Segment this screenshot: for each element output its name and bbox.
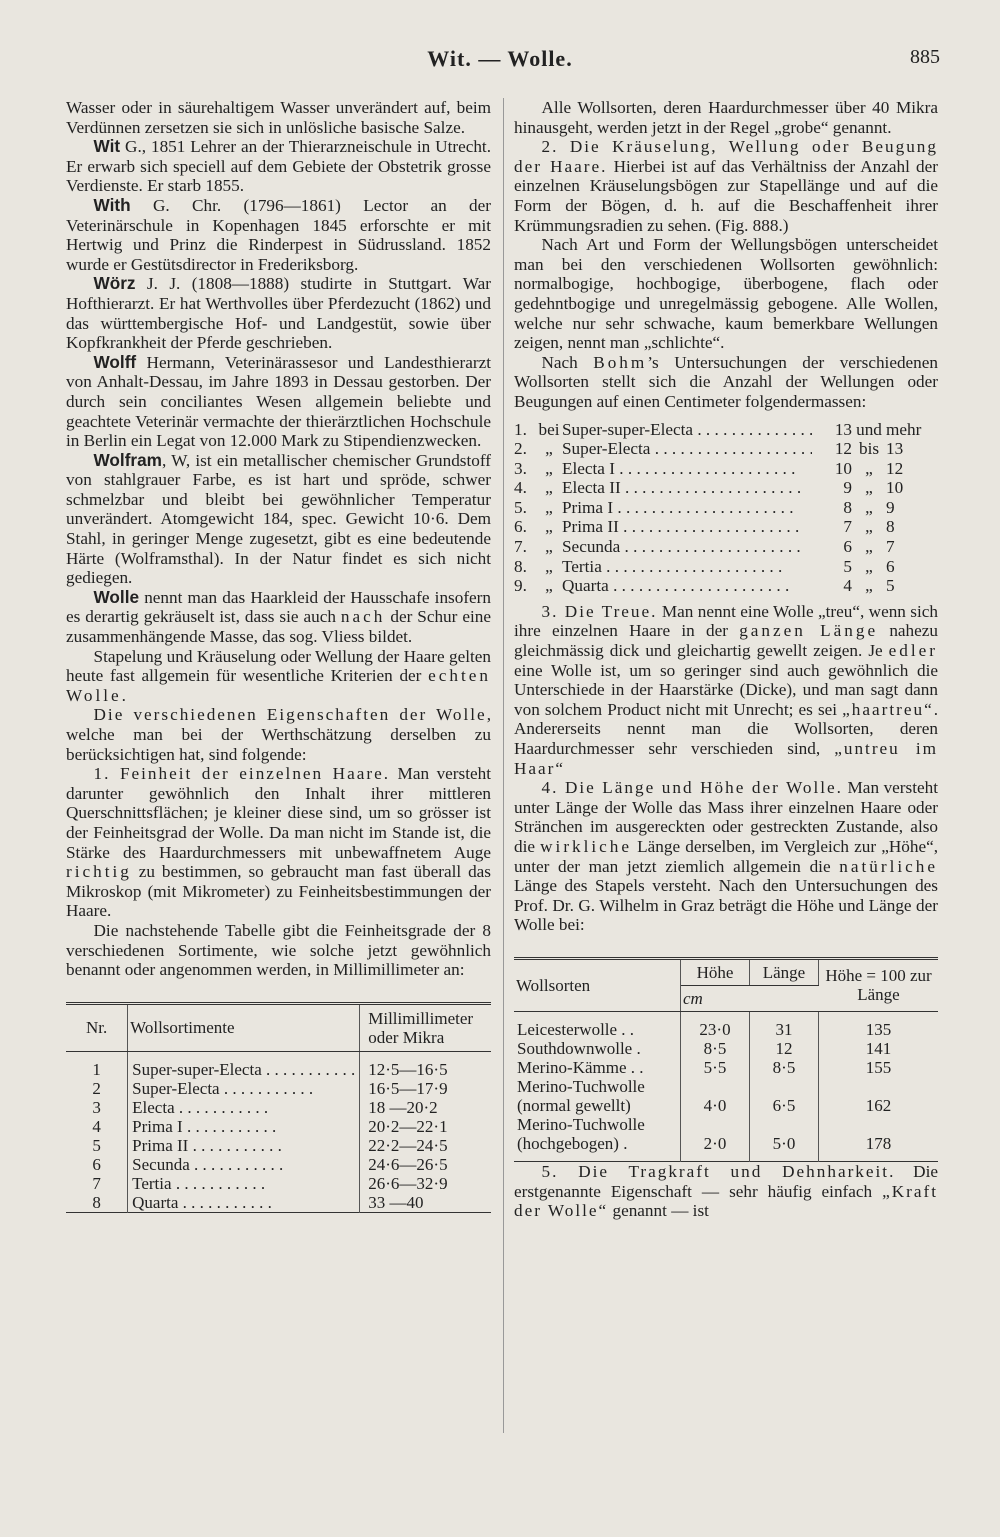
cell-laenge: 8·5 [750, 1058, 819, 1077]
cell-wollsorte: Southdownwolle . [514, 1039, 681, 1058]
emphasis: Die verschiedenen Eigenschaften der Wolle [93, 705, 487, 725]
paragraph: Wasser oder in säurehaltigem Wasser unverändert auf, beim Verdünnen zersetzen sie sich in unlösliche basische Salze. [66, 98, 491, 137]
cell-ratio: 162 [865, 1095, 892, 1115]
cell-wollsorte: Merino-Kämme . . [514, 1058, 681, 1077]
item-to: 8 [886, 517, 895, 537]
table-row [66, 1117, 491, 1136]
cell-hoehe: 23·0 [681, 1020, 750, 1039]
table-row [514, 1115, 938, 1153]
item-sep: „ [865, 478, 873, 498]
table-header-row [514, 958, 938, 985]
table-row [66, 1098, 491, 1117]
item-from: 7 [843, 517, 852, 537]
item-prefix: bei [538, 419, 560, 439]
fineness-table [66, 1002, 491, 1213]
table-spacer [66, 1051, 491, 1060]
list-item [514, 459, 938, 479]
cell-mikra: 12·5—16·5 [368, 1059, 448, 1079]
emphasis: „Kraft der Wolle“ [514, 1181, 938, 1221]
item-to: mehr [886, 419, 922, 439]
item-name: Tertia . . . [562, 557, 812, 577]
cell-hoehe: 4·0 [681, 1077, 750, 1115]
item-prefix: „ [545, 439, 553, 459]
item-number: 6. [514, 517, 527, 537]
item-sep: „ [865, 556, 873, 576]
item-sep: „ [865, 497, 873, 517]
text: Nach [541, 352, 594, 372]
cell-laenge: 12 [750, 1039, 819, 1058]
cell-wollsorte: Merino-Tuchwolle (hochgebogen) . [514, 1115, 681, 1153]
item-from: 13 [834, 419, 852, 439]
entry-wit [66, 137, 491, 196]
item-sep: „ [865, 517, 873, 537]
item-prefix: „ [545, 556, 553, 576]
item-from: 8 [843, 497, 852, 517]
table-spacer [514, 1011, 938, 1020]
text: Die erstgenannte Eigenschaft — sehr häufig einfach [514, 1161, 938, 1201]
emphasis: nach [340, 607, 386, 627]
cell-sortiment: Prima II . . . [128, 1136, 360, 1155]
paragraph: Nach Art und Form der Wellungsbögen unterscheidet man bei den verschiedenen Wollsorten gewöhnlich: normalbogige, hochbogige, überbogene, flach oder gedehntbogige und unregelmässig gebogene. Alle Wollen, welche nur sehr schwache, kaum bemerkbare Wellungen zeigen, nennt man „schlichte“. [514, 235, 938, 353]
cell-wollsorte: Merino-Tuchwolle (normal gewellt) [514, 1077, 681, 1115]
item-to: 6 [886, 556, 895, 576]
paragraph [66, 764, 491, 921]
item-number: 5. [514, 497, 527, 517]
list-item [514, 478, 938, 498]
text: . [121, 685, 126, 705]
text: nahezu gleichmässig dick und gleichartig gewellt zeigen. Je [514, 621, 939, 661]
cell-ratio: 135 [865, 1019, 892, 1039]
entry-text: J. J. (1808—1888) studirte in Stuttgart. War Hofthierarzt. Er hat Werthvolles über Pferdezucht (1862) und das württembergische Hof- und Landgestüt, sowie über Kopfkrankheit der Pferde geschrieben. [66, 274, 491, 353]
entry-keyword: Wolff [93, 351, 137, 372]
item-number: 8. [514, 556, 527, 576]
list-item [514, 420, 938, 440]
entry-text: Hermann, Veterinärassesor und Landesthierarzt von Anhalt-Dessau, im Jahre 1893 in Dessau gestorben. Der durch sein conciliantes Wesen allgemein beliebte und geachtete Veterinär vermachte der thierärztlichen Hochschule in Berlin ein Legat von 12.000 Mark zu Stipendienzwecken. [66, 352, 491, 451]
cell-hoehe: 2·0 [681, 1115, 750, 1153]
wave-count-list [514, 420, 938, 596]
item-prefix: „ [545, 576, 553, 596]
item-sep: und [856, 419, 882, 439]
item-prefix: „ [545, 517, 553, 537]
text: Länge derselben, im Vergleich zur „Höhe“, unter der man jetzt ziemlich allgemein die [514, 836, 938, 876]
table-row [514, 1058, 938, 1077]
item-prefix: „ [545, 497, 553, 517]
item-to: 7 [886, 537, 895, 557]
list-item [514, 498, 938, 518]
cell-mikra: 20·2—22·1 [368, 1116, 448, 1136]
entry-text: der Schur eine zusammenhängende Masse, das sog. Vliess bildet. [66, 607, 491, 647]
page-number: 885 [910, 46, 940, 68]
section-heading: 3. Die Treue. [541, 601, 658, 621]
column-header-hoehe: Höhe [681, 958, 750, 985]
text: Stapelung und Kräuselung oder Wellung der Haare gelten heute fast allgemein für wesentliche Kriterien der [66, 646, 491, 686]
item-number: 7. [514, 537, 527, 557]
cell-sortiment: Super-super-Electa . . . [128, 1060, 360, 1079]
section-heading: 1. Feinheit der einzelnen Haare. [93, 764, 390, 784]
text: zu bestimmen, so gebraucht man fast überall das Mikroskop (mit Mikrometer) zu Feinheitsbestimmungen der Haare. [66, 862, 491, 921]
item-name: Secunda . . . [562, 537, 812, 557]
item-prefix: „ [545, 458, 553, 478]
cell-sortiment: Tertia . . . [128, 1174, 360, 1193]
cell-sortiment: Secunda . . . [128, 1155, 360, 1174]
emphasis: edler [888, 641, 938, 661]
cell-laenge: 31 [750, 1020, 819, 1039]
emphasis: natürliche [839, 856, 938, 876]
cell-wollsorte: Leicesterwolle . . [514, 1020, 681, 1039]
section-heading: 4. Die Länge und Höhe der Wolle. [541, 778, 843, 798]
emphasis: echten Wolle [66, 666, 491, 705]
item-prefix: „ [545, 478, 553, 498]
item-name: Electa I . . . [562, 459, 812, 479]
item-from: 4 [843, 576, 852, 596]
cell-mikra: 24·6—26·5 [368, 1154, 448, 1174]
column-header-sortiment: Wollsortimente [128, 1003, 360, 1051]
text: , welche man bei der Werthschätzung derselben zu berücksichtigen hat, sind folgende: [66, 705, 491, 764]
entry-text: , W, ist ein metallischer chemischer Grundstoff von stahlgrauer Farbe, es ist hart und spröde, schwer schmelzbar und bleibt bei gewöhnlicher Temperatur unverändert. Atomgewicht 184, spec. Gewicht 10·6. Dem Stahl, in geringer Menge zugesetzt, gibt es eine bedeutende Härte (Wolframsthal). In der Natur findet es sich nicht gediegen. [66, 450, 491, 588]
author-name: Bohm [593, 352, 648, 372]
text: eine Wolle ist, um so geringer sind auch gewöhnlich die Unterschiede in der Haarstärke (Dicke), und man sagt dann von solchem Product nicht mit Unrecht; es sei [514, 660, 938, 719]
item-name: Prima I . . . [562, 498, 812, 518]
left-column [66, 98, 491, 1213]
emphasis: wirkliche [540, 836, 633, 856]
cell-nr: 8 [66, 1193, 128, 1213]
section-heading: 5. Die Tragkraft und Dehnharkeit. [541, 1161, 896, 1181]
entry-text: G. Chr. (1796—1861) Lector an der Veterinärschule in Kopenhagen 1845 erforschte er mit Hertwig und Prinz die Rinderpest in Südrussland. 1852 wurde er Gestütsdirector in Frederiksborg. [66, 195, 491, 274]
item-from: 12 [834, 439, 852, 459]
item-number: 2. [514, 439, 527, 459]
item-name: Quarta . . . [562, 576, 812, 596]
paragraph: Alle Wollsorten, deren Haardurchmesser über 40 Mikra hinausgeht, werden jetzt in der Regel „grobe“ genannt. [514, 98, 938, 137]
entry-with [66, 196, 491, 274]
item-to: 13 [886, 439, 904, 459]
paragraph [514, 778, 938, 935]
list-item [514, 517, 938, 537]
cell-nr: 2 [66, 1079, 128, 1098]
paragraph [514, 602, 938, 778]
item-name: Electa II . . . [562, 478, 812, 498]
paragraph [514, 137, 938, 235]
running-header: Wit. — Wolle. [427, 46, 573, 71]
item-sep: „ [865, 537, 873, 557]
table-row [66, 1060, 491, 1079]
text: Hierbei ist auf das Verhältniss der Anzahl der einzelnen Kräuselungsbögen zur Stapellänge und auf die Form der Bögen, d. h. auf die Beschaffenheit ihrer Krümmungsradien zu sehen. (Fig. 888.) [514, 156, 939, 235]
entry-text: nennt man das Haarkleid der Hausschafe insofern es derartig gekräuselt ist, dass sie auch [66, 587, 491, 627]
list-item [514, 557, 938, 577]
entry-wolff [66, 353, 491, 451]
list-item [514, 576, 938, 596]
item-number: 4. [514, 478, 527, 498]
column-header-mikra: Millimillimeter oder Mikra [360, 1003, 491, 1051]
entry-wolfram [66, 451, 491, 588]
item-from: 5 [843, 556, 852, 576]
emphasis: „haartreu“ [842, 699, 934, 719]
cell-nr: 1 [66, 1060, 128, 1079]
item-from: 6 [843, 537, 852, 557]
text: Länge des Stapels versteht. Nach den Untersuchungen des Prof. Dr. G. Wilhelm in Graz beträgt die Höhe und Länge der Wolle bei: [514, 876, 938, 935]
item-to: 5 [886, 576, 895, 596]
entry-text: G., 1851 Lehrer an der Thierarzneischule in Utrecht. Er erwarb sich speciell auf dem Gebiete der Obstetrik grosse Verdienste. Er starb 1855. [66, 137, 491, 196]
table-row [514, 1077, 938, 1115]
emphasis: richtig [66, 862, 132, 882]
right-column [514, 98, 938, 1221]
item-number: 9. [514, 576, 527, 596]
column-header-nr: Nr. [66, 1003, 128, 1051]
entry-keyword: With [93, 194, 131, 215]
item-from: 10 [834, 458, 852, 478]
item-name: Prima II . . . [562, 517, 812, 537]
text: Man versteht unter Länge der Wolle das Mass ihrer einzelnen Haare oder Stränchen im ausgereckten oder gestreckten Zustande, also die [514, 778, 938, 856]
table-row [66, 1136, 491, 1155]
length-height-table [514, 957, 938, 1162]
text: Man versteht darunter gewöhnlich den Inhalt ihrer mittleren Querschnittsflächen; je kleiner diese sind, um so grösser ist der Feinheitsgrad der Wolle. Da man nicht im Stande ist, die Stärke des Haardurchmessers mit unbewaffnetem Auge [66, 764, 491, 862]
item-sep: „ [865, 458, 873, 478]
cell-sortiment: Prima I . . . [128, 1117, 360, 1136]
cell-nr: 3 [66, 1098, 128, 1117]
entry-woerz [66, 274, 491, 352]
cell-nr: 6 [66, 1155, 128, 1174]
table-spacer [514, 1153, 938, 1162]
cell-sortiment: Super-Electa . . . [128, 1079, 360, 1098]
text: . Andererseits nennt man die Wollsorten, deren Haardurchmesser sehr verschieden sind, [514, 699, 938, 758]
cell-sortiment: Quarta . . . [128, 1193, 360, 1213]
item-name: Super-Electa . . . [562, 439, 812, 459]
table-row [514, 1020, 938, 1039]
cell-ratio: 155 [865, 1057, 892, 1077]
entry-keyword: Wit [93, 136, 121, 157]
cell-nr: 4 [66, 1117, 128, 1136]
item-number: 1. [514, 419, 527, 439]
table-row [66, 1193, 491, 1213]
cell-nr: 5 [66, 1136, 128, 1155]
item-to: 12 [886, 458, 904, 478]
cell-mikra: 33 —40 [368, 1192, 424, 1212]
entry-wolle [66, 588, 491, 647]
cell-mikra: 22·2—24·5 [368, 1135, 448, 1155]
emphasis: „untreu im Haar“ [514, 739, 938, 778]
table-row [66, 1079, 491, 1098]
column-header-wollsorten: Wollsorten [514, 958, 681, 1011]
entry-keyword: Wolle [93, 586, 140, 607]
emphasis: ganzen Länge [739, 621, 879, 641]
list-item [514, 439, 938, 459]
cell-sortiment: Electa . . . [128, 1098, 360, 1117]
column-header-unit: cm [681, 985, 819, 1011]
cell-hoehe: 8·5 [681, 1039, 750, 1058]
item-from: 9 [843, 478, 852, 498]
cell-ratio: 141 [865, 1038, 892, 1058]
text: genannt — ist [608, 1201, 709, 1221]
column-header-ratio: Höhe = 100 zur Länge [819, 958, 939, 1011]
item-number: 3. [514, 458, 527, 478]
item-name: Super-super-Electa . . . [562, 420, 812, 440]
paragraph [66, 647, 491, 706]
table-row [66, 1155, 491, 1174]
paragraph [514, 353, 938, 412]
column-divider [503, 98, 504, 1433]
cell-nr: 7 [66, 1174, 128, 1193]
text: ’s Untersuchungen der verschiedenen Wollsorten stellt sich die Anzahl der Wellungen oder Beugungen auf einen Centimeter folgendermassen: [514, 352, 939, 411]
cell-hoehe: 5·5 [681, 1058, 750, 1077]
cell-mikra: 16·5—17·9 [368, 1078, 448, 1098]
entry-keyword: Wörz [93, 273, 136, 294]
table-row [514, 1039, 938, 1058]
item-prefix: „ [545, 537, 553, 557]
entry-keyword: Wolfram [93, 449, 162, 470]
cell-mikra: 26·6—32·9 [368, 1173, 448, 1193]
section-heading: 2. Die Kräuselung, Wellung oder Beugung der Haare. [514, 137, 938, 176]
item-to: 9 [886, 497, 895, 517]
cell-ratio: 178 [865, 1133, 892, 1153]
item-to: 10 [886, 478, 904, 498]
list-item [514, 537, 938, 557]
cell-laenge: 5·0 [750, 1115, 819, 1153]
cell-laenge: 6·5 [750, 1077, 819, 1115]
table-header-row [66, 1003, 491, 1051]
table-row [66, 1174, 491, 1193]
cell-mikra: 18 —20·2 [368, 1097, 438, 1117]
item-sep: „ [865, 576, 873, 596]
column-header-laenge: Länge [750, 958, 819, 985]
paragraph: Die nachstehende Tabelle gibt die Feinheitsgrade der 8 verschiedenen Sortimente, wie solche jetzt gewöhnlich benannt oder angenommen werden, in Millimillimeter an: [66, 920, 491, 980]
paragraph [66, 705, 491, 764]
paragraph [514, 1162, 938, 1221]
item-sep: bis [858, 439, 880, 459]
text: Man nennt eine Wolle „treu“, wenn sich ihre einzelnen Haare in der [514, 601, 938, 641]
